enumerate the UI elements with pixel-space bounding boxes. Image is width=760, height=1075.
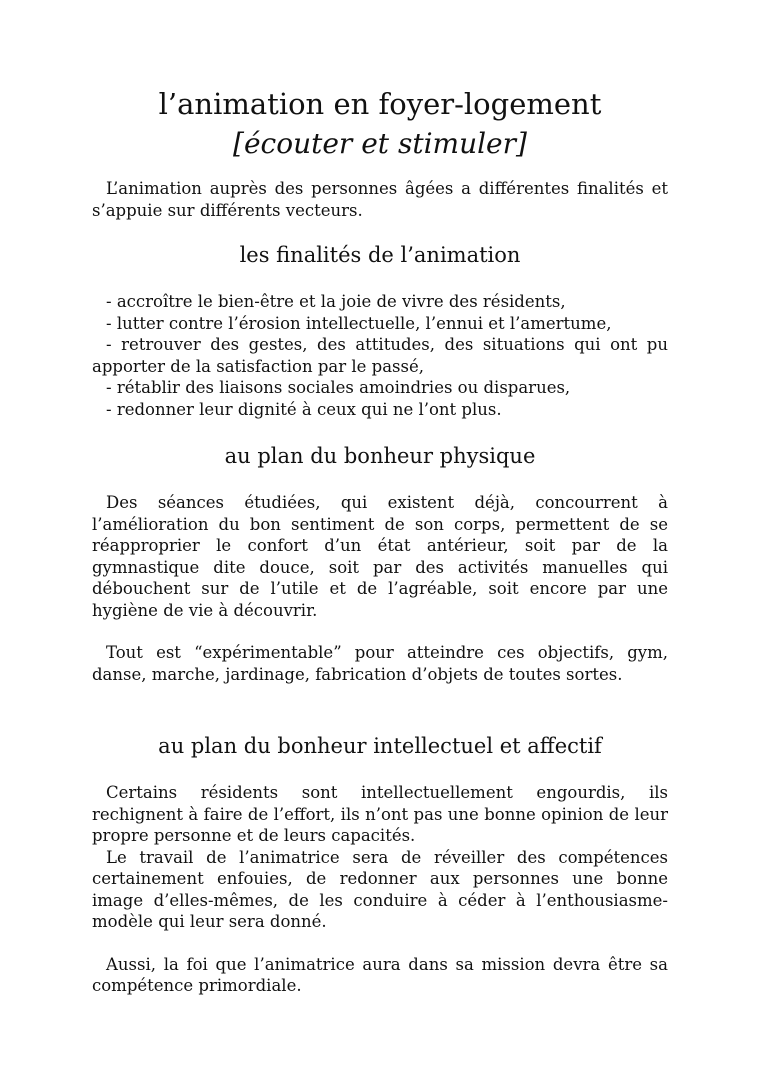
section-bonheur-intellectuel — [92, 732, 668, 997]
section-heading: au plan du bonheur physique — [224, 444, 536, 468]
section-bonheur-physique — [92, 442, 668, 732]
list-item: - lutter contre l’érosion intellectuelle, l’ennui et l’amertume, — [106, 313, 612, 333]
document-title: l’animation en foyer-logement — [158, 87, 602, 121]
list-item: - retrouver des gestes, des attitudes, des situations qui ont pu apporter de la satisfaction par le passé, — [92, 335, 668, 376]
body-paragraph: Le travail de l’animatrice sera de réveiller des compétences certainement enfouies, de redonner aux personnes une bonne image d’elles-mêmes, de les conduire à céder à l’enthousiasme-modèle qui leur sera donné. — [92, 847, 668, 931]
list-item: - accroître le bien-être et la joie de vivre des résidents, — [106, 292, 566, 311]
section-finalites — [92, 241, 668, 420]
section-heading: au plan du bonheur intellectuel et affectif — [158, 734, 602, 758]
document-subtitle: [écouter et stimuler] — [233, 127, 527, 160]
list-item: - rétablir des liaisons sociales amoindries ou disparues, — [106, 378, 571, 397]
intro-paragraph: L’animation auprès des personnes âgées a différentes finalités et s’appuie sur différents vecteurs. — [92, 179, 668, 220]
body-paragraph: Aussi, la foi que l’animatrice aura dans sa mission devra être sa compétence primordiale. — [92, 954, 668, 995]
finalites-list — [92, 291, 668, 420]
section-heading: les finalités de l’animation — [239, 243, 521, 267]
body-paragraph: Tout est “expérimentable” pour atteindre ces objectifs, gym, danse, marche, jardinage, fabrication d’objets de toutes sortes. — [92, 643, 668, 684]
document-page — [92, 84, 668, 997]
body-paragraph: Des séances étudiées, qui existent déjà, concourrent à l’amélioration du bon sentiment de son corps, permettent de se réapproprier le confort d’un état antérieur, soit par de la gymnastique dite douce, soit par des activités manuelles qui débouchent sur de l’utile et de l’agréable, soit encore par une hygiène de vie à découvrir. — [92, 493, 668, 620]
body-paragraph: Certains résidents sont intellectuellement engourdis, ils rechignent à faire de l’effort, ils n’ont pas une bonne opinion de leur propre personne et de leurs capacités. — [92, 783, 668, 845]
list-item: - redonner leur dignité à ceux qui ne l’ont plus. — [106, 399, 502, 419]
